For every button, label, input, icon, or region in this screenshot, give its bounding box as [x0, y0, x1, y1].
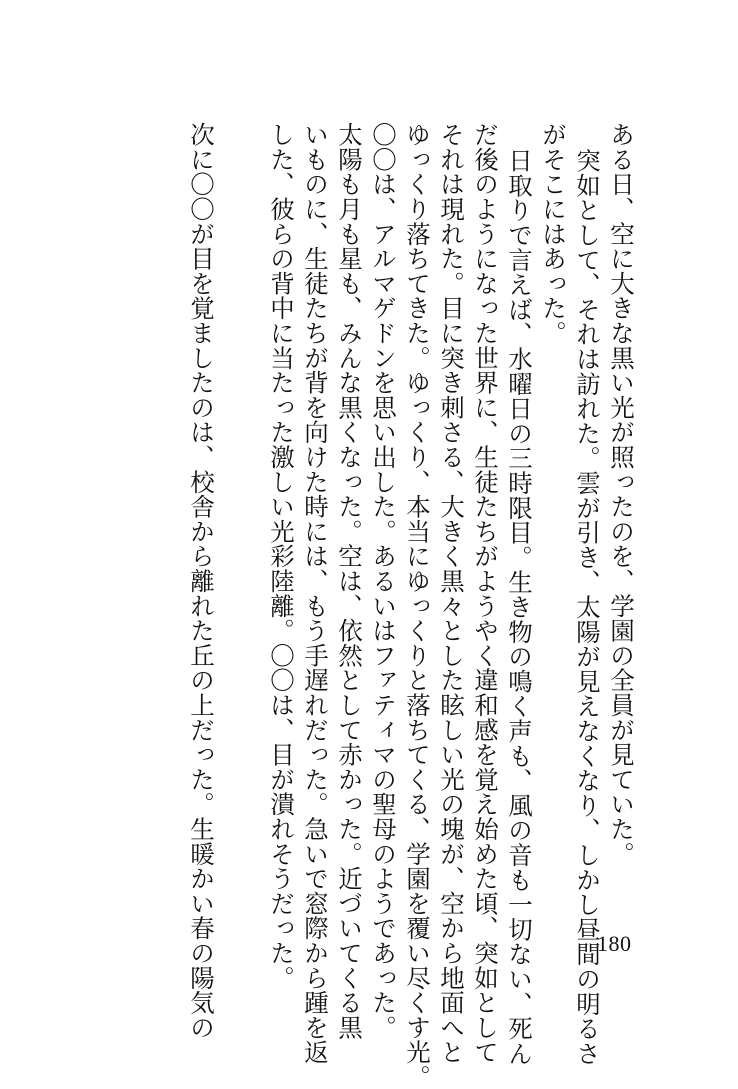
text-line-9: 太陽も月も星も、みんな黒くなった。空は、依然として赤かった。近づいてくる黒 [335, 122, 364, 1040]
text-line-5: だ後のようになった世界に、生徒たちがようやく違和感を覚え始めた頃、突如として [471, 122, 500, 1065]
page-number: 180 [597, 931, 632, 956]
text-line-12: 次に〇〇が目を覚ましたのは、校舎から離れた丘の上だった。生暖かい春の陽気の [187, 122, 216, 1040]
text-line-10: いものに、生徒たちが背を向けた時には、もう手遅れだった。急いで窓際から踵を返 [301, 122, 330, 1065]
text-line-4: 日取りで言えば、水曜日の三時限目。生き物の鳴く声も、風の音も一切ない、死ん [505, 148, 534, 1066]
text-line-11: した、彼らの背中に当たった激しい光彩陸離。〇〇は、目が潰れそうだった。 [267, 122, 296, 990]
text-line-7: ゆっくり落ちてきた。ゆっくり、本当にゆっくりと落ちてくる、学園を覆い尽くす光。 [403, 122, 432, 1089]
text-line-3: がそこにはあった。 [539, 122, 568, 346]
text-line-6: それは現れた。目に突き刺さる、大きく黒々とした眩しい光の塊が、空から地面へと [437, 122, 466, 1065]
text-line-2: 突如として、それは訪れた。雲が引き、太陽が見えなくなり、しかし昼間の明るさ [573, 148, 602, 1066]
text-line-1: ある日、空に大きな黒い光が照ったのを、学園の全員が見ていた。 [607, 122, 636, 866]
text-line-8: 〇〇は、アルマゲドンを思い出した。あるいはファティマの聖母のようであった。 [369, 122, 398, 1040]
